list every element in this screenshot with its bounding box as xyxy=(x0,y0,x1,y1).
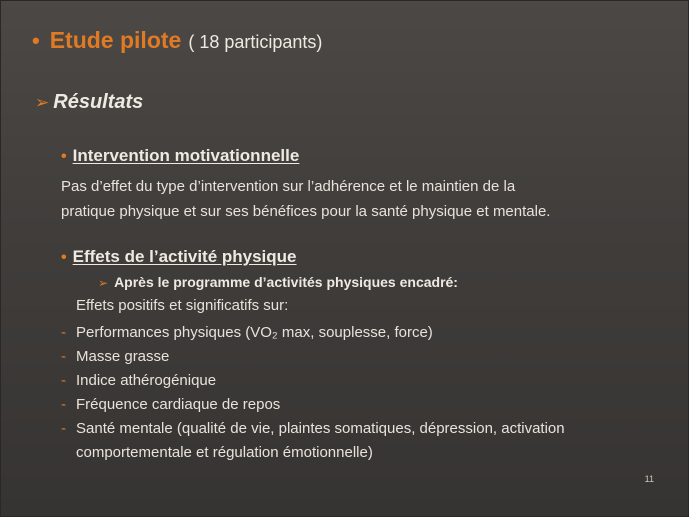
list-item xyxy=(61,393,656,417)
slide-title: Etude pilote xyxy=(49,27,182,53)
list-item xyxy=(61,417,656,465)
effects-intro: Effets positifs et significatifs sur: xyxy=(76,297,289,314)
section-heading: Résultats xyxy=(53,91,144,113)
block2-heading-row xyxy=(61,247,297,267)
block1-paragraph xyxy=(61,174,550,224)
title-row xyxy=(32,27,322,54)
dash-icon: - xyxy=(61,324,66,341)
list-item xyxy=(61,369,656,393)
block1-heading-row xyxy=(61,146,299,166)
section-heading-row xyxy=(35,91,143,114)
dash-icon: - xyxy=(61,396,66,413)
list-item-text: Masse grasse xyxy=(76,348,170,365)
block2-heading: Effets de l’activité physique xyxy=(72,247,297,266)
arrow-right-icon: ➢ xyxy=(98,276,109,290)
list-item-text: Indice athérogénique xyxy=(76,372,217,389)
dash-icon: - xyxy=(61,420,66,437)
list-item-text: Performances physiques (VO₂ max, souplesse, force) xyxy=(76,324,433,341)
block2-subheading-row xyxy=(98,274,458,290)
list-item xyxy=(61,345,656,369)
list-item-text: Santé mentale (qualité de vie, plaintes somatiques, dépression, activation comportementale et régulation émotionnelle) xyxy=(76,420,565,461)
list-item-text: Fréquence cardiaque de repos xyxy=(76,396,281,413)
effects-list xyxy=(61,321,656,465)
block1-heading: Intervention motivationnelle xyxy=(72,146,300,165)
paragraph-line: pratique physique et sur ses bénéfices pour la santé physique et mentale. xyxy=(61,203,551,220)
block2-subheading: Après le programme d’activités physiques encadré: xyxy=(114,274,458,290)
list-item xyxy=(61,321,656,345)
bullet-icon: • xyxy=(32,28,40,53)
bullet-icon: • xyxy=(61,148,67,165)
dash-icon: - xyxy=(61,348,66,365)
arrow-right-icon: ➢ xyxy=(35,93,50,112)
page-number: 11 xyxy=(644,474,654,484)
bullet-icon: • xyxy=(61,249,67,266)
paragraph-line: Pas d’effet du type d’intervention sur l’adhérence et le maintien de la xyxy=(61,178,516,195)
participant-count: ( 18 participants) xyxy=(188,32,323,52)
dash-icon: - xyxy=(61,372,66,389)
